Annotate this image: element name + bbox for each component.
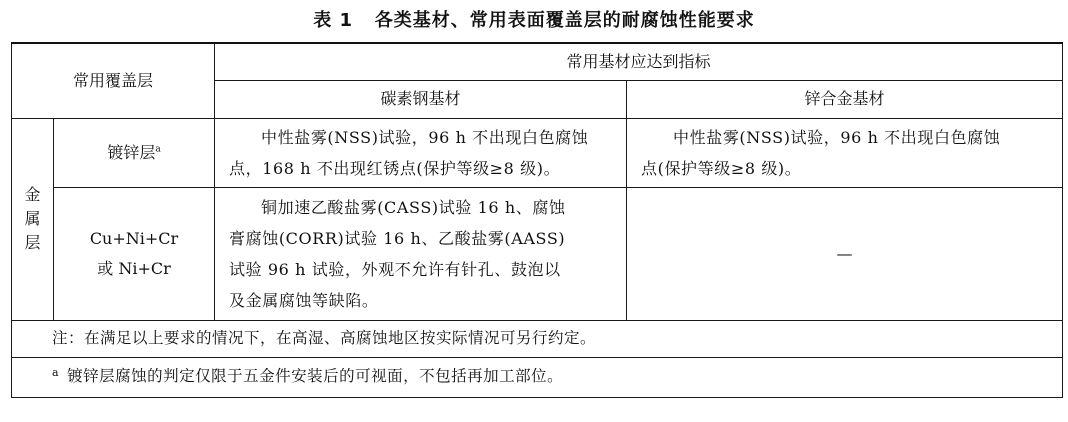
metal-layer-group-label — [12, 118, 54, 320]
text-line: 膏腐蚀(CORR)试验 16 h、乙酸盐雾(AASS) — [229, 228, 566, 248]
header-substrate-group: 常用基材应达到指标 — [215, 43, 1063, 80]
coating-galvanized — [54, 118, 215, 187]
header-row-1 — [12, 43, 1063, 80]
text-line: 点，168 h 不出现红锈点(保护等级≥8 级)。 — [229, 158, 561, 178]
footnote-ref: a — [155, 144, 161, 155]
text-line: 点(保护等级≥8 级)。 — [641, 158, 802, 178]
group-char: 属 — [24, 209, 41, 228]
text-line: 试验 96 h 试验，外观不允许有针孔、鼓泡以 — [229, 259, 561, 279]
header-zinc-alloy: 锌合金基材 — [627, 80, 1063, 118]
coating-line: Cu+Ni+Cr — [89, 228, 179, 248]
group-char: 金 — [24, 185, 41, 204]
coating-name: 镀锌层 — [107, 142, 156, 162]
coating-line: 或 Ni+Cr — [97, 258, 171, 278]
zinc-alloy-requirement-galvanized — [627, 118, 1063, 187]
corrosion-requirements-table — [11, 42, 1063, 398]
footnote-mark: a — [52, 366, 60, 380]
footnote-text: 镀锌层腐蚀的判定仅限于五金件安装后的可视面，不包括再加工部位。 — [67, 367, 564, 386]
text-line: 中性盐雾(NSS)试验，96 h 不出现白色腐蚀 — [673, 127, 1001, 147]
footnote-row — [12, 357, 1063, 397]
table-row-galvanized — [12, 118, 1063, 187]
coating-cu-ni-cr — [54, 187, 215, 320]
note-row — [12, 320, 1063, 357]
text-line: 中性盐雾(NSS)试验，96 h 不出现白色腐蚀 — [261, 127, 589, 147]
table-note: 注：在满足以上要求的情况下，在高湿、高腐蚀地区按实际情况可另行约定。 — [12, 320, 1063, 357]
zinc-alloy-requirement-cu-ni-cr: — — [627, 187, 1063, 320]
table-row-cu-ni-cr — [12, 187, 1063, 320]
carbon-steel-requirement-cu-ni-cr — [215, 187, 627, 320]
group-char: 层 — [24, 233, 41, 252]
table-title: 表 1 各类基材、常用表面覆盖层的耐腐蚀性能要求 — [313, 10, 755, 31]
table-footnote — [12, 357, 1063, 397]
carbon-steel-requirement-galvanized — [215, 118, 627, 187]
text-line: 铜加速乙酸盐雾(CASS)试验 16 h、腐蚀 — [261, 197, 566, 217]
text-line: 及金属腐蚀等缺陷。 — [229, 290, 379, 310]
header-carbon-steel: 碳素钢基材 — [215, 80, 627, 118]
header-coating: 常用覆盖层 — [12, 43, 215, 118]
